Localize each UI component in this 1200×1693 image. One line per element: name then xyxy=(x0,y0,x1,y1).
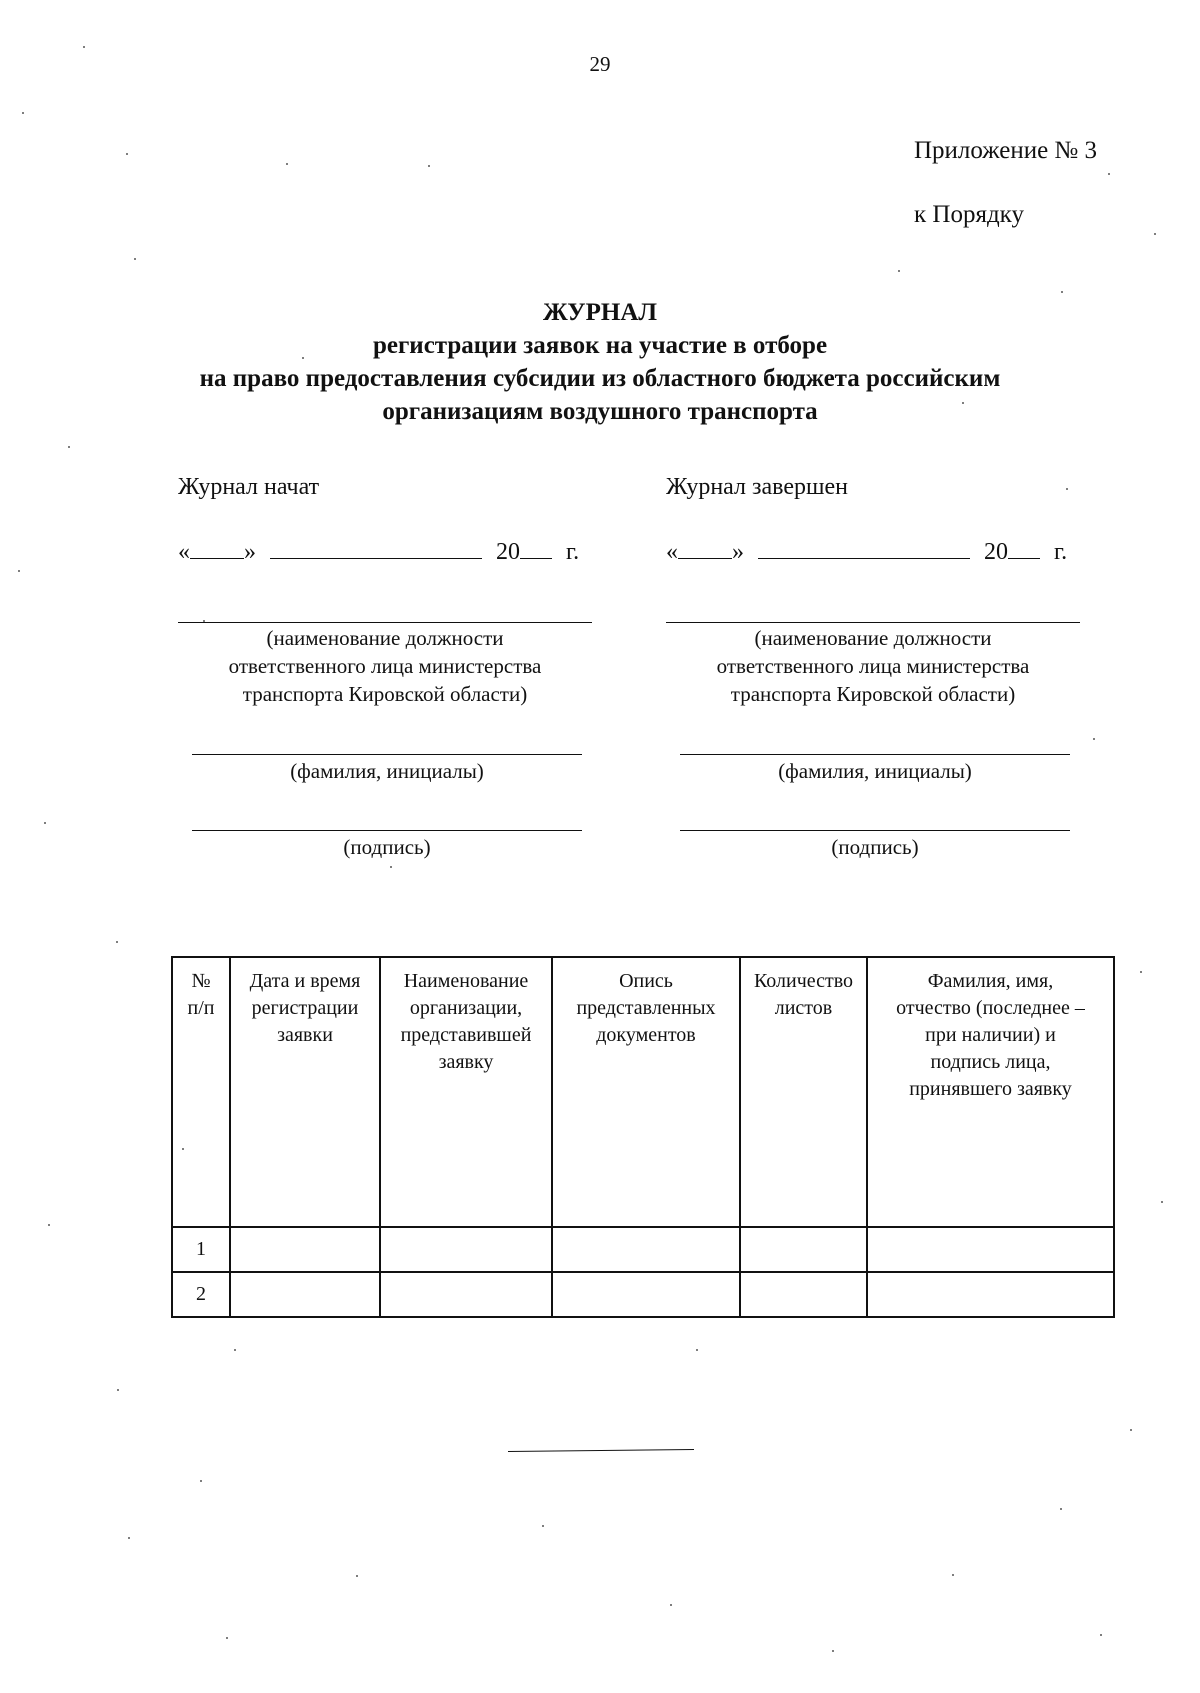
date-close-quote: » xyxy=(732,539,744,565)
caption-line: ответственного лица министерства xyxy=(228,654,542,678)
registration-table xyxy=(171,956,1115,1318)
year-prefix: 20 xyxy=(984,539,1008,565)
signature-line xyxy=(192,830,582,831)
document-title xyxy=(150,296,1050,428)
page-number: 29 xyxy=(589,52,611,76)
scan-speck xyxy=(952,1574,954,1576)
caption-line: транспорта Кировской области) xyxy=(242,682,528,706)
scan-speck xyxy=(203,620,205,622)
scan-speck xyxy=(302,357,304,359)
signature-caption: (подпись) xyxy=(831,835,919,859)
scan-speck xyxy=(226,1637,228,1639)
scan-speck xyxy=(1093,738,1095,740)
day-blank xyxy=(190,536,244,559)
year-suffix: г. xyxy=(1054,539,1068,565)
date-open-quote: « xyxy=(666,539,678,565)
appendix-reference: к Порядку xyxy=(914,201,1024,228)
scan-speck xyxy=(1161,1201,1163,1203)
caption-line: ответственного лица министерства xyxy=(716,654,1030,678)
header-documents: Опись представленных документов xyxy=(552,957,740,1227)
scan-speck xyxy=(1108,173,1110,175)
table-cell xyxy=(380,1227,552,1272)
scan-speck xyxy=(126,153,128,155)
scan-speck xyxy=(44,822,46,824)
scan-speck xyxy=(428,165,430,167)
appendix-number: Приложение № 3 xyxy=(914,137,1098,164)
signature-line xyxy=(680,830,1070,831)
table-cell xyxy=(552,1227,740,1272)
name-line xyxy=(192,754,582,755)
year-blank xyxy=(1008,536,1040,559)
table-cell: 2 xyxy=(172,1272,230,1317)
header-number: № п/п xyxy=(172,957,230,1227)
journal-end-date xyxy=(666,536,1067,566)
scan-speck xyxy=(898,270,900,272)
year-blank xyxy=(520,536,552,559)
scan-speck xyxy=(83,46,85,48)
day-blank xyxy=(678,536,732,559)
scan-speck xyxy=(542,1525,544,1527)
date-close-quote: » xyxy=(244,539,256,565)
header-sheet-count: Количество листов xyxy=(740,957,867,1227)
table-header-row xyxy=(172,957,1114,1227)
name-caption: (фамилия, инициалы) xyxy=(778,759,972,783)
journal-start-label: Журнал начат xyxy=(178,474,320,500)
header-datetime: Дата и время регистрации заявки xyxy=(230,957,380,1227)
table-cell xyxy=(740,1272,867,1317)
header-receiver: Фамилия, имя, отчество (последнее – при наличии) и подпись лица, принявшего заявку xyxy=(867,957,1114,1227)
scan-speck xyxy=(670,1604,672,1606)
scan-speck xyxy=(1154,233,1156,235)
name-line xyxy=(680,754,1070,755)
journal-start-date xyxy=(178,536,579,566)
position-caption xyxy=(178,624,592,708)
name-caption: (фамилия, инициалы) xyxy=(290,759,484,783)
month-blank xyxy=(270,536,482,559)
scan-speck xyxy=(1130,1429,1132,1431)
scan-speck xyxy=(182,1148,184,1150)
scan-speck xyxy=(286,163,288,165)
title-line-2: на право предоставления субсидии из областного бюджета российским xyxy=(199,365,1001,392)
signature-caption: (подпись) xyxy=(343,835,431,859)
scan-speck xyxy=(696,1349,698,1351)
scan-speck xyxy=(1061,291,1063,293)
scan-speck xyxy=(134,258,136,260)
caption-line: транспорта Кировской области) xyxy=(730,682,1016,706)
scan-speck xyxy=(962,402,964,404)
table-row xyxy=(172,1272,1114,1317)
scan-speck xyxy=(200,1480,202,1482)
title-line-1: регистрации заявок на участие в отборе xyxy=(372,332,828,359)
position-line xyxy=(666,622,1080,623)
scan-speck xyxy=(1100,1634,1102,1636)
scan-speck xyxy=(832,1650,834,1652)
scan-speck xyxy=(18,570,20,572)
scan-speck xyxy=(48,1224,50,1226)
scan-speck xyxy=(116,941,118,943)
table-cell: 1 xyxy=(172,1227,230,1272)
caption-line: (наименование должности xyxy=(266,626,504,650)
table-cell xyxy=(380,1272,552,1317)
scan-speck xyxy=(356,1575,358,1577)
scan-speck xyxy=(68,446,70,448)
month-blank xyxy=(758,536,970,559)
table-cell xyxy=(230,1272,380,1317)
table-row xyxy=(172,1227,1114,1272)
table-cell xyxy=(867,1227,1114,1272)
date-open-quote: « xyxy=(178,539,190,565)
title-heading: ЖУРНАЛ xyxy=(542,299,658,326)
scan-speck xyxy=(234,1349,236,1351)
header-organization: Наименование организации, представившей заявку xyxy=(380,957,552,1227)
scan-speck xyxy=(128,1537,130,1539)
table-cell xyxy=(740,1227,867,1272)
scan-speck xyxy=(1066,488,1068,490)
table-cell xyxy=(552,1272,740,1317)
scan-speck xyxy=(22,112,24,114)
year-suffix: г. xyxy=(566,539,580,565)
end-rule xyxy=(508,1449,694,1452)
scan-speck xyxy=(1140,971,1142,973)
journal-end-label: Журнал завершен xyxy=(666,474,848,500)
scan-speck xyxy=(117,1389,119,1391)
year-prefix: 20 xyxy=(496,539,520,565)
position-caption xyxy=(666,624,1080,708)
table-cell xyxy=(230,1227,380,1272)
scan-speck xyxy=(1060,1508,1062,1510)
caption-line: (наименование должности xyxy=(754,626,992,650)
title-line-3: организациям воздушного транспорта xyxy=(382,398,818,425)
position-line xyxy=(178,622,592,623)
scan-speck xyxy=(390,866,392,868)
table-cell xyxy=(867,1272,1114,1317)
